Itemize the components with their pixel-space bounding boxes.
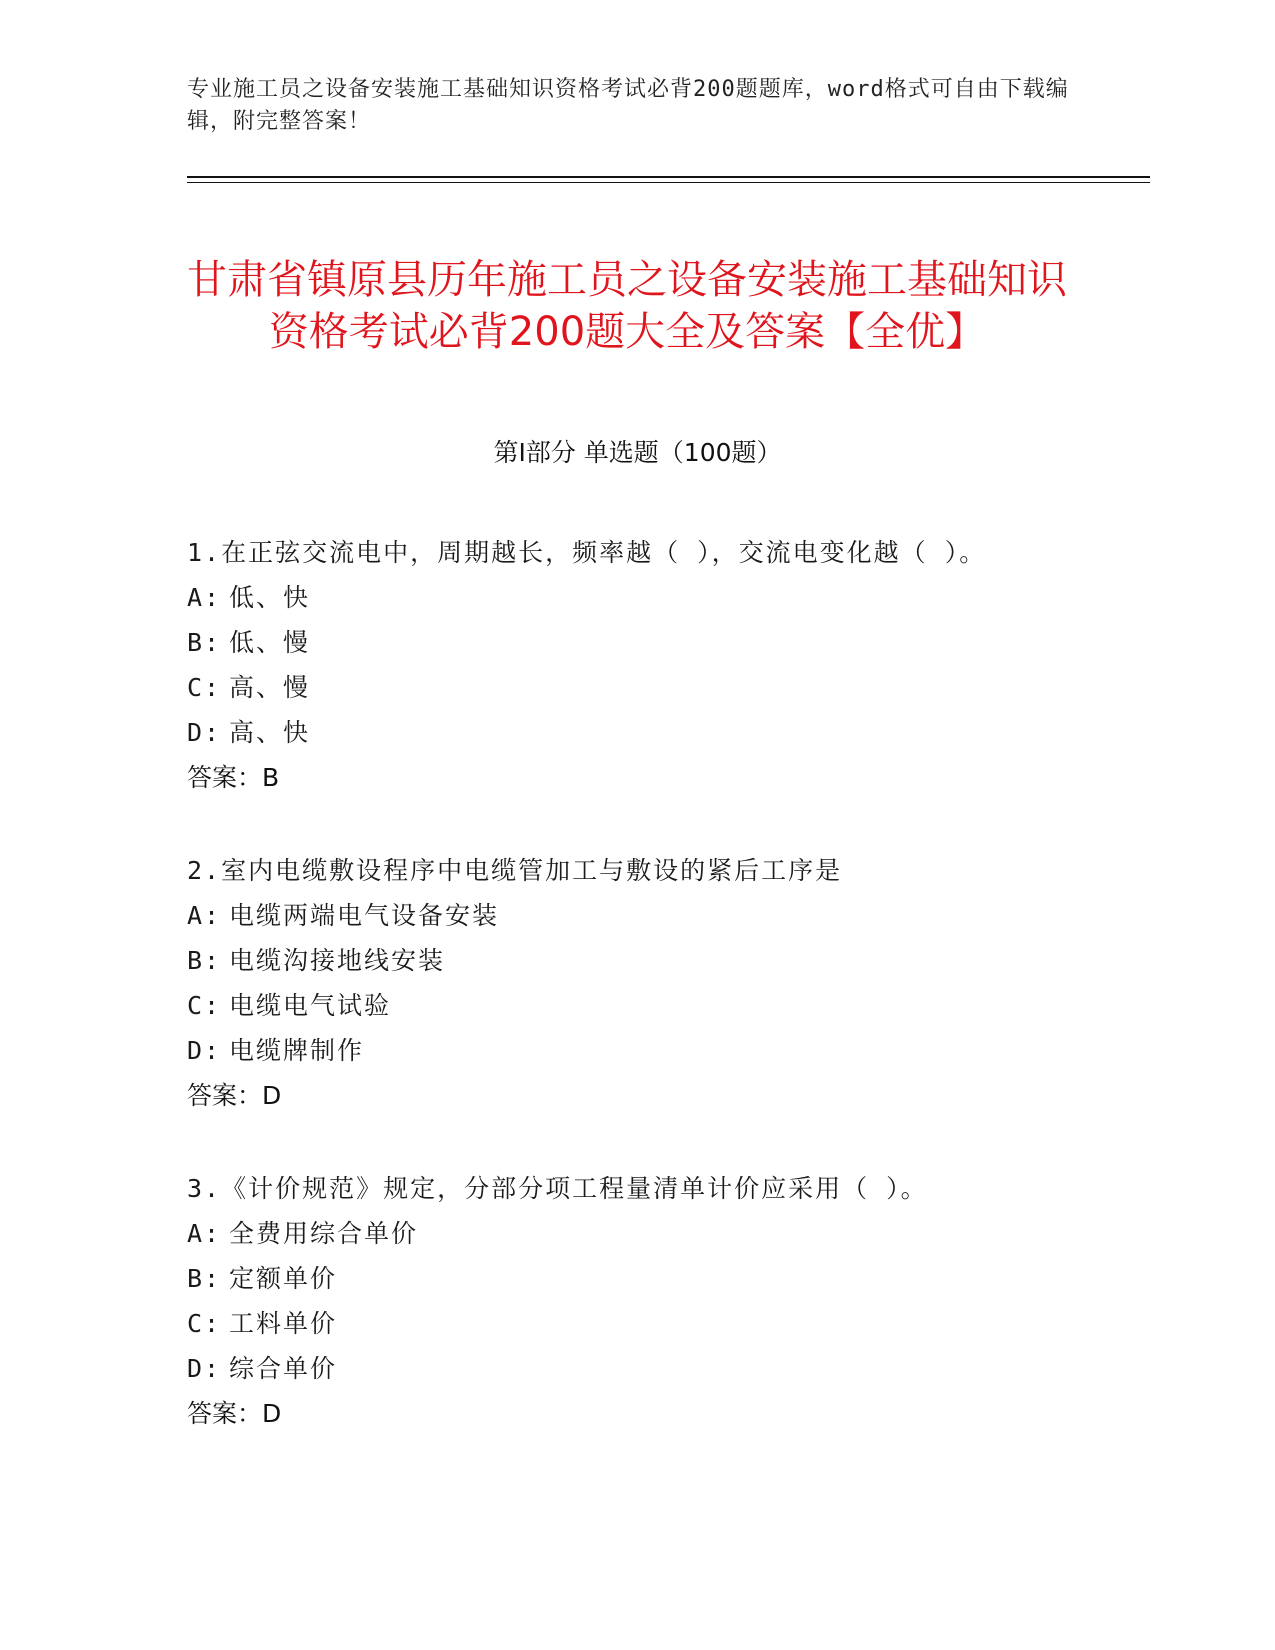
option-letter: A:: [187, 901, 222, 930]
option-letter: B:: [187, 946, 222, 975]
option-letter: B:: [187, 628, 222, 657]
answer-line: 答案：D: [187, 1399, 282, 1428]
option-text: 电缆电气试验: [229, 991, 392, 1020]
option-d: [187, 1346, 1087, 1391]
option-d: [187, 1028, 1087, 1073]
question-item: [187, 530, 1087, 800]
option-b: [187, 620, 1087, 665]
answer-line: 答案：D: [187, 1081, 282, 1110]
option-c: [187, 665, 1087, 710]
option-letter: D:: [187, 1354, 222, 1383]
option-text: 低、快: [229, 583, 311, 612]
option-c: [187, 983, 1087, 1028]
option-letter: B:: [187, 1264, 222, 1293]
section-heading: 第Ⅰ部分 单选题（100题）: [493, 438, 782, 467]
option-d: [187, 710, 1087, 755]
question-stem: 1.在正弦交流电中，周期越长，频率越（ ），交流电变化越（ ）。: [187, 538, 987, 567]
header-divider-thick: [187, 176, 1150, 178]
option-text: 全费用综合单价: [229, 1219, 419, 1248]
option-letter: C:: [187, 991, 222, 1020]
option-text: 高、快: [229, 718, 311, 747]
option-text: 综合单价: [229, 1354, 338, 1383]
option-text: 电缆两端电气设备安装: [229, 901, 500, 930]
option-text: 定额单价: [229, 1264, 338, 1293]
option-a: [187, 575, 1087, 620]
document-title: 甘肃省镇原县历年施工员之设备安装施工基础知识资格考试必背200题大全及答案【全优】: [187, 256, 1067, 355]
option-letter: D:: [187, 718, 222, 747]
option-text: 高、慢: [229, 673, 311, 702]
option-a: [187, 893, 1087, 938]
option-b: [187, 938, 1087, 983]
option-a: [187, 1211, 1087, 1256]
option-c: [187, 1301, 1087, 1346]
option-letter: C:: [187, 1309, 222, 1338]
option-text: 电缆沟接地线安装: [229, 946, 446, 975]
question-item: [187, 1166, 1087, 1436]
question-item: [187, 848, 1087, 1118]
option-text: 电缆牌制作: [229, 1036, 365, 1065]
option-text: 工料单价: [229, 1309, 338, 1338]
question-stem: 3.《计价规范》规定，分部分项工程量清单计价应采用（ ）。: [187, 1174, 928, 1203]
answer-line: 答案：B: [187, 763, 280, 792]
question-stem: 2.室内电缆敷设程序中电缆管加工与敷设的紧后工序是: [187, 856, 843, 885]
option-b: [187, 1256, 1087, 1301]
header-note: 专业施工员之设备安装施工基础知识资格考试必背200题题库，word格式可自由下载编辑，附完整答案！: [187, 77, 1069, 134]
option-letter: D:: [187, 1036, 222, 1065]
option-letter: C:: [187, 673, 222, 702]
option-letter: A:: [187, 583, 222, 612]
option-letter: A:: [187, 1219, 222, 1248]
header-divider-thin: [187, 182, 1150, 183]
option-text: 低、慢: [229, 628, 311, 657]
